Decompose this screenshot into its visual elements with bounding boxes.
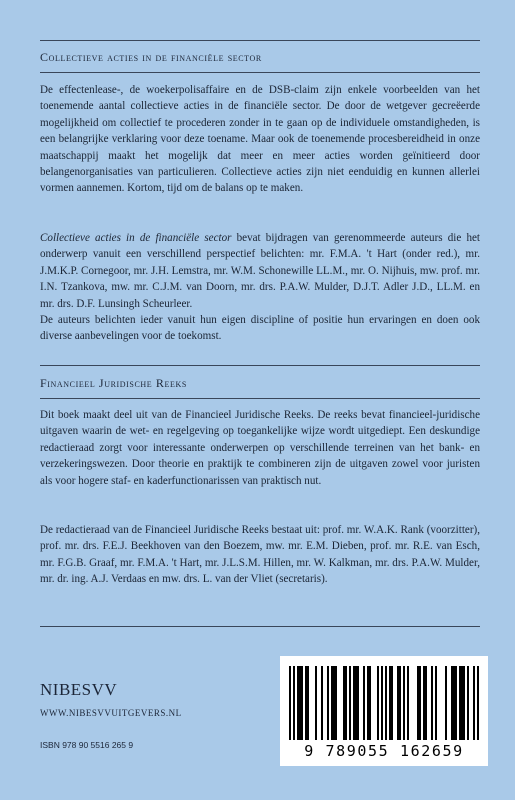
- barcode-bar: [453, 666, 455, 740]
- barcode-bar: [461, 666, 463, 740]
- barcode-bar: [369, 666, 371, 740]
- publisher-url[interactable]: WWW.NIBESVVUITGEVERS.NL: [40, 708, 182, 718]
- barcode-bar: [331, 666, 333, 740]
- barcode-bar: [467, 666, 469, 740]
- barcode-bar: [327, 666, 329, 740]
- barcode-bar: [435, 666, 437, 740]
- barcode-bar: [355, 666, 357, 740]
- reeks-underline-rule: [40, 398, 480, 399]
- barcode-bar: [299, 666, 301, 740]
- barcode-bar: [345, 666, 347, 740]
- barcode-bar: [297, 666, 299, 740]
- barcode-bar: [301, 666, 303, 740]
- barcode-bar: [353, 666, 355, 740]
- barcode-bar: [391, 666, 393, 740]
- barcode-bar: [343, 666, 345, 740]
- barcode-digits: 9 789055 162659: [304, 742, 464, 760]
- barcode-bar: [315, 666, 317, 740]
- redactieraad-paragraph: De redactieraad van de Financieel Juridische Reeks bestaat uit: prof. mr. W.A.K. Rank (voorzitter), prof. mr. drs. F.E.J. Beekhoven van den Boezem, mw. mr. E.M. Dieben, prof. mr. R.E. van Esch, mr. F.G.B. Graaf, mr. F.M.A. 't Hart, mr. J.L.S.M. Hillen, mr. W. Kalkman, mr. drs. P.A.W. Mulder, mr. dr. ing. A.J. Verdaas en mw. drs. L. van der Vliet (secretaris).: [40, 524, 480, 586]
- barcode-bar: [349, 666, 351, 740]
- section-heading-reeks: Financieel Juridische Reeks: [40, 376, 187, 390]
- contributors-text: bevat bijdragen van gerenommeerde auteurs die het onderwerp vanuit een verschillend perspectief belichten: mr. F.M.A. 't Hart (onder red.), mr. J.M.K.P. Cornegoor, mr. J.H. Lemstra, mr. W.M. Schonewille LL.M., mr. O. Nijhuis, mw. prof. mr. I.N. Tzankova, mw. mr. C.J.M. van Doorn, mr. drs. P.A.W. Mulder, D.J.T. Adler J.D., LL.M. en mr. drs. D.F. Lunsingh Scheurleer.: [40, 232, 480, 310]
- barcode-bar: [417, 666, 419, 740]
- barcode-bar: [419, 666, 421, 740]
- intro-paragraph: De effectenlease-, de woekerpolisaffaire en de DSB-claim zijn enkele voorbeelden van het toenemende aantal collectieve acties in de financiële sector. De door de wetgever gecreëerde mogelijkheid om collectief te procederen zonder in te gaan op de individuele omstandigheden, is een belangrijke verklaring voor deze toename. Maar ook de toenemende procesbereidheid in onze maatschappij maakt het mogelijk dat meer en meer acties worden geïnitieerd door belangenorganisaties van particulieren. Collectieve acties zijn niet eenduidig en kunnen allerlei vormen aannemen. Kortom, tijd om de balans op te maken.: [40, 84, 480, 195]
- barcode-bar: [293, 666, 295, 740]
- barcode-bar: [477, 666, 479, 740]
- barcode-bar: [451, 666, 453, 740]
- barcode-bar: [455, 666, 457, 740]
- barcode-bar: [357, 666, 359, 740]
- barcode-bar: [321, 666, 323, 740]
- top-rule: [40, 40, 480, 41]
- section-heading-collectieve-acties: Collectieve acties in de financiële sector: [40, 50, 262, 64]
- barcode-bar: [459, 666, 461, 740]
- barcode-bars: [286, 666, 482, 740]
- contributors-paragraph: [40, 230, 480, 312]
- reeks-paragraph: Dit boek maakt deel uit van de Financieel Juridische Reeks. De reeks bevat financieel-juridische uitgaven waarin de wet- en regelgeving op toegankelijke wijze wordt uitgediept. Een deskundige redactieraad zorgt voor interessante onderwerpen op verschillende terreinen van het bank- en verzekeringswezen. Door theorie en praktijk te combineren zijn de uitgaven zowel voor juristen als voor hogere staf- en kaderfunctionarissen van praktisch nut.: [40, 409, 480, 487]
- barcode-bar: [385, 666, 387, 740]
- barcode-bar: [377, 666, 379, 740]
- barcode-bar: [333, 666, 335, 740]
- barcode-bar: [425, 666, 427, 740]
- barcode-bar: [397, 666, 399, 740]
- section-divider-rule: [40, 365, 480, 366]
- barcode-bar: [389, 666, 391, 740]
- bottom-rule: [40, 626, 480, 627]
- isbn-text: ISBN 978 90 5516 265 9: [40, 740, 134, 750]
- barcode: [280, 656, 488, 766]
- authors-paragraph: De auteurs belichten ieder vanuit hun eigen discipline of positie hun ervaringen en doen ook diverse aanbevelingen voor de toekomst.: [40, 314, 480, 343]
- barcode-bar: [431, 666, 433, 740]
- barcode-bar: [363, 666, 365, 740]
- heading-underline-rule: [40, 72, 480, 73]
- barcode-bar: [305, 666, 307, 740]
- barcode-bar: [289, 666, 291, 740]
- barcode-bar: [307, 666, 309, 740]
- barcode-bar: [399, 666, 401, 740]
- barcode-bar: [367, 666, 369, 740]
- barcode-bar: [445, 666, 447, 740]
- barcode-bar: [407, 666, 409, 740]
- barcode-bar: [423, 666, 425, 740]
- book-title-italic: Collectieve acties in de financiële sector: [40, 232, 232, 244]
- barcode-bar: [381, 666, 383, 740]
- barcode-bar: [473, 666, 475, 740]
- barcode-bar: [463, 666, 465, 740]
- barcode-bar: [335, 666, 337, 740]
- barcode-bar: [403, 666, 405, 740]
- publisher-logo: NIBESVV: [40, 680, 118, 699]
